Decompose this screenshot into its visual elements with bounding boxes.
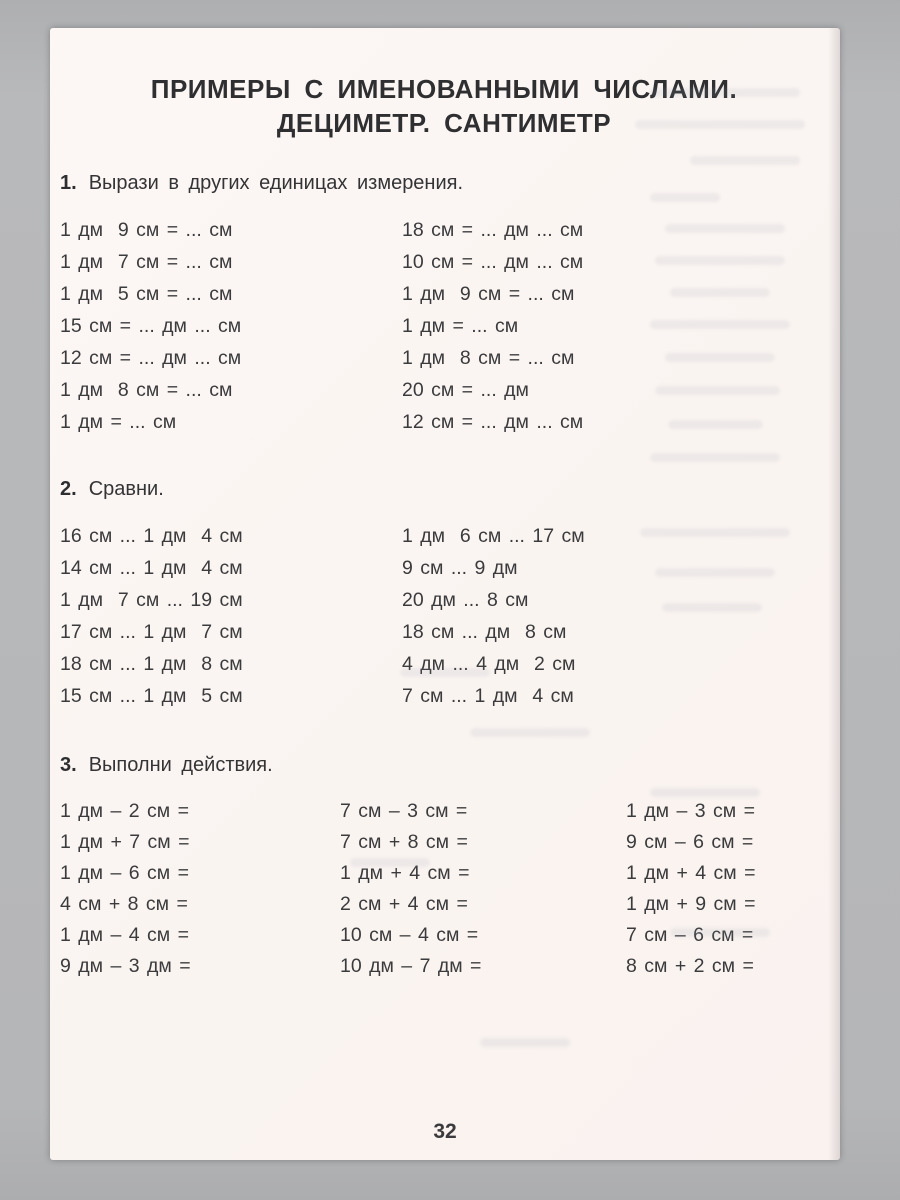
- exercise-3-problems: [60, 796, 828, 982]
- problem-line: 1 дм = ... см: [402, 315, 519, 337]
- bleed-through-mark: [650, 453, 780, 462]
- exercise-2: [60, 476, 828, 712]
- problem-line: 1 дм + 9 см =: [626, 893, 756, 915]
- problem-line: 2 см + 4 см =: [340, 893, 468, 915]
- exercise-1: [60, 170, 828, 438]
- exercise-2-heading: [60, 476, 828, 502]
- problem-line: 9 см – 6 см =: [626, 831, 754, 853]
- exercise-1-number: 1.: [60, 172, 77, 194]
- problem-line: 18 см ... 1 дм 8 см: [60, 653, 243, 675]
- problem-line: 7 см ... 1 дм 4 см: [402, 685, 574, 707]
- problem-line: 7 см + 8 см =: [340, 831, 468, 853]
- problem-line: 20 см = ... дм: [402, 379, 529, 401]
- problem-line: 9 дм – 3 дм =: [60, 955, 191, 977]
- problem-line: 1 дм – 2 см =: [60, 800, 189, 822]
- problem-line: 1 дм 7 см ... 19 см: [60, 589, 243, 611]
- exercise-3: [60, 752, 828, 982]
- exercise-3-heading: [60, 752, 828, 778]
- exercise-3-instruction: Выполни действия.: [88, 754, 273, 776]
- problem-line: 10 дм – 7 дм =: [340, 955, 482, 977]
- exercise-1-instruction: Вырази в других единицах измерения.: [88, 172, 464, 194]
- problem-line: 7 см – 3 см =: [340, 800, 468, 822]
- bleed-through-mark: [470, 728, 590, 737]
- problem-line: 1 дм 8 см = ... см: [60, 379, 233, 401]
- page-title: [60, 72, 828, 140]
- problem-line: 7 см – 6 см =: [626, 924, 754, 946]
- problem-line: 10 см = ... дм ... см: [402, 251, 584, 273]
- workbook-page: [50, 28, 840, 1160]
- problem-line: 14 см ... 1 дм 4 см: [60, 557, 243, 579]
- problem-line: 1 дм + 4 см =: [340, 862, 470, 884]
- problem-line: 1 дм + 7 см =: [60, 831, 190, 853]
- problem-line: 9 см ... 9 дм: [402, 557, 518, 579]
- problem-line: 1 дм – 4 см =: [60, 924, 189, 946]
- problem-line: 12 см = ... дм ... см: [60, 347, 242, 369]
- problem-line: 4 дм ... 4 дм 2 см: [402, 653, 576, 675]
- problem-line: 20 дм ... 8 см: [402, 589, 529, 611]
- title-line-1: ПРИМЕРЫ С ИМЕНОВАННЫМИ ЧИСЛАМИ.: [150, 74, 738, 104]
- problem-line: 1 дм 6 см ... 17 см: [402, 525, 585, 547]
- exercise-1-heading: [60, 170, 828, 196]
- exercise-3-number: 3.: [60, 754, 77, 776]
- problem-line: 1 дм 9 см = ... см: [60, 219, 233, 241]
- problem-line: 17 см ... 1 дм 7 см: [60, 621, 243, 643]
- exercise-3-column-2: [340, 796, 626, 982]
- exercise-2-number: 2.: [60, 478, 77, 500]
- bleed-through-mark: [480, 1038, 570, 1047]
- problem-line: 12 см = ... дм ... см: [402, 411, 584, 433]
- page-number: 32: [433, 1120, 457, 1143]
- problem-line: 1 дм – 6 см =: [60, 862, 189, 884]
- problem-line: 10 см – 4 см =: [340, 924, 479, 946]
- problem-line: 1 дм 8 см = ... см: [402, 347, 575, 369]
- problem-line: 1 дм 5 см = ... см: [60, 283, 233, 305]
- problem-line: 15 см = ... дм ... см: [60, 315, 242, 337]
- exercise-3-column-1: [60, 796, 340, 982]
- problem-line: 1 дм – 3 см =: [626, 800, 755, 822]
- problem-line: 4 см + 8 см =: [60, 893, 188, 915]
- exercise-2-problems: [60, 520, 828, 712]
- problem-line: 16 см ... 1 дм 4 см: [60, 525, 243, 547]
- exercise-2-left-column: [60, 520, 402, 712]
- exercise-1-left-column: [60, 214, 402, 438]
- exercise-2-instruction: Сравни.: [88, 478, 164, 500]
- problem-line: 1 дм 9 см = ... см: [402, 283, 575, 305]
- problem-line: 18 см ... дм 8 см: [402, 621, 567, 643]
- problem-line: 18 см = ... дм ... см: [402, 219, 584, 241]
- exercise-2-right-column: [402, 520, 585, 712]
- bleed-through-mark: [690, 156, 800, 165]
- title-line-2: ДЕЦИМЕТР. САНТИМЕТР: [276, 108, 612, 138]
- exercise-3-column-3: [626, 796, 828, 982]
- exercise-1-right-column: [402, 214, 583, 438]
- problem-line: 1 дм + 4 см =: [626, 862, 756, 884]
- problem-line: 15 см ... 1 дм 5 см: [60, 685, 243, 707]
- problem-line: 1 дм = ... см: [60, 411, 177, 433]
- problem-line: 1 дм 7 см = ... см: [60, 251, 233, 273]
- problem-line: 8 см + 2 см =: [626, 955, 754, 977]
- exercise-1-problems: [60, 214, 828, 438]
